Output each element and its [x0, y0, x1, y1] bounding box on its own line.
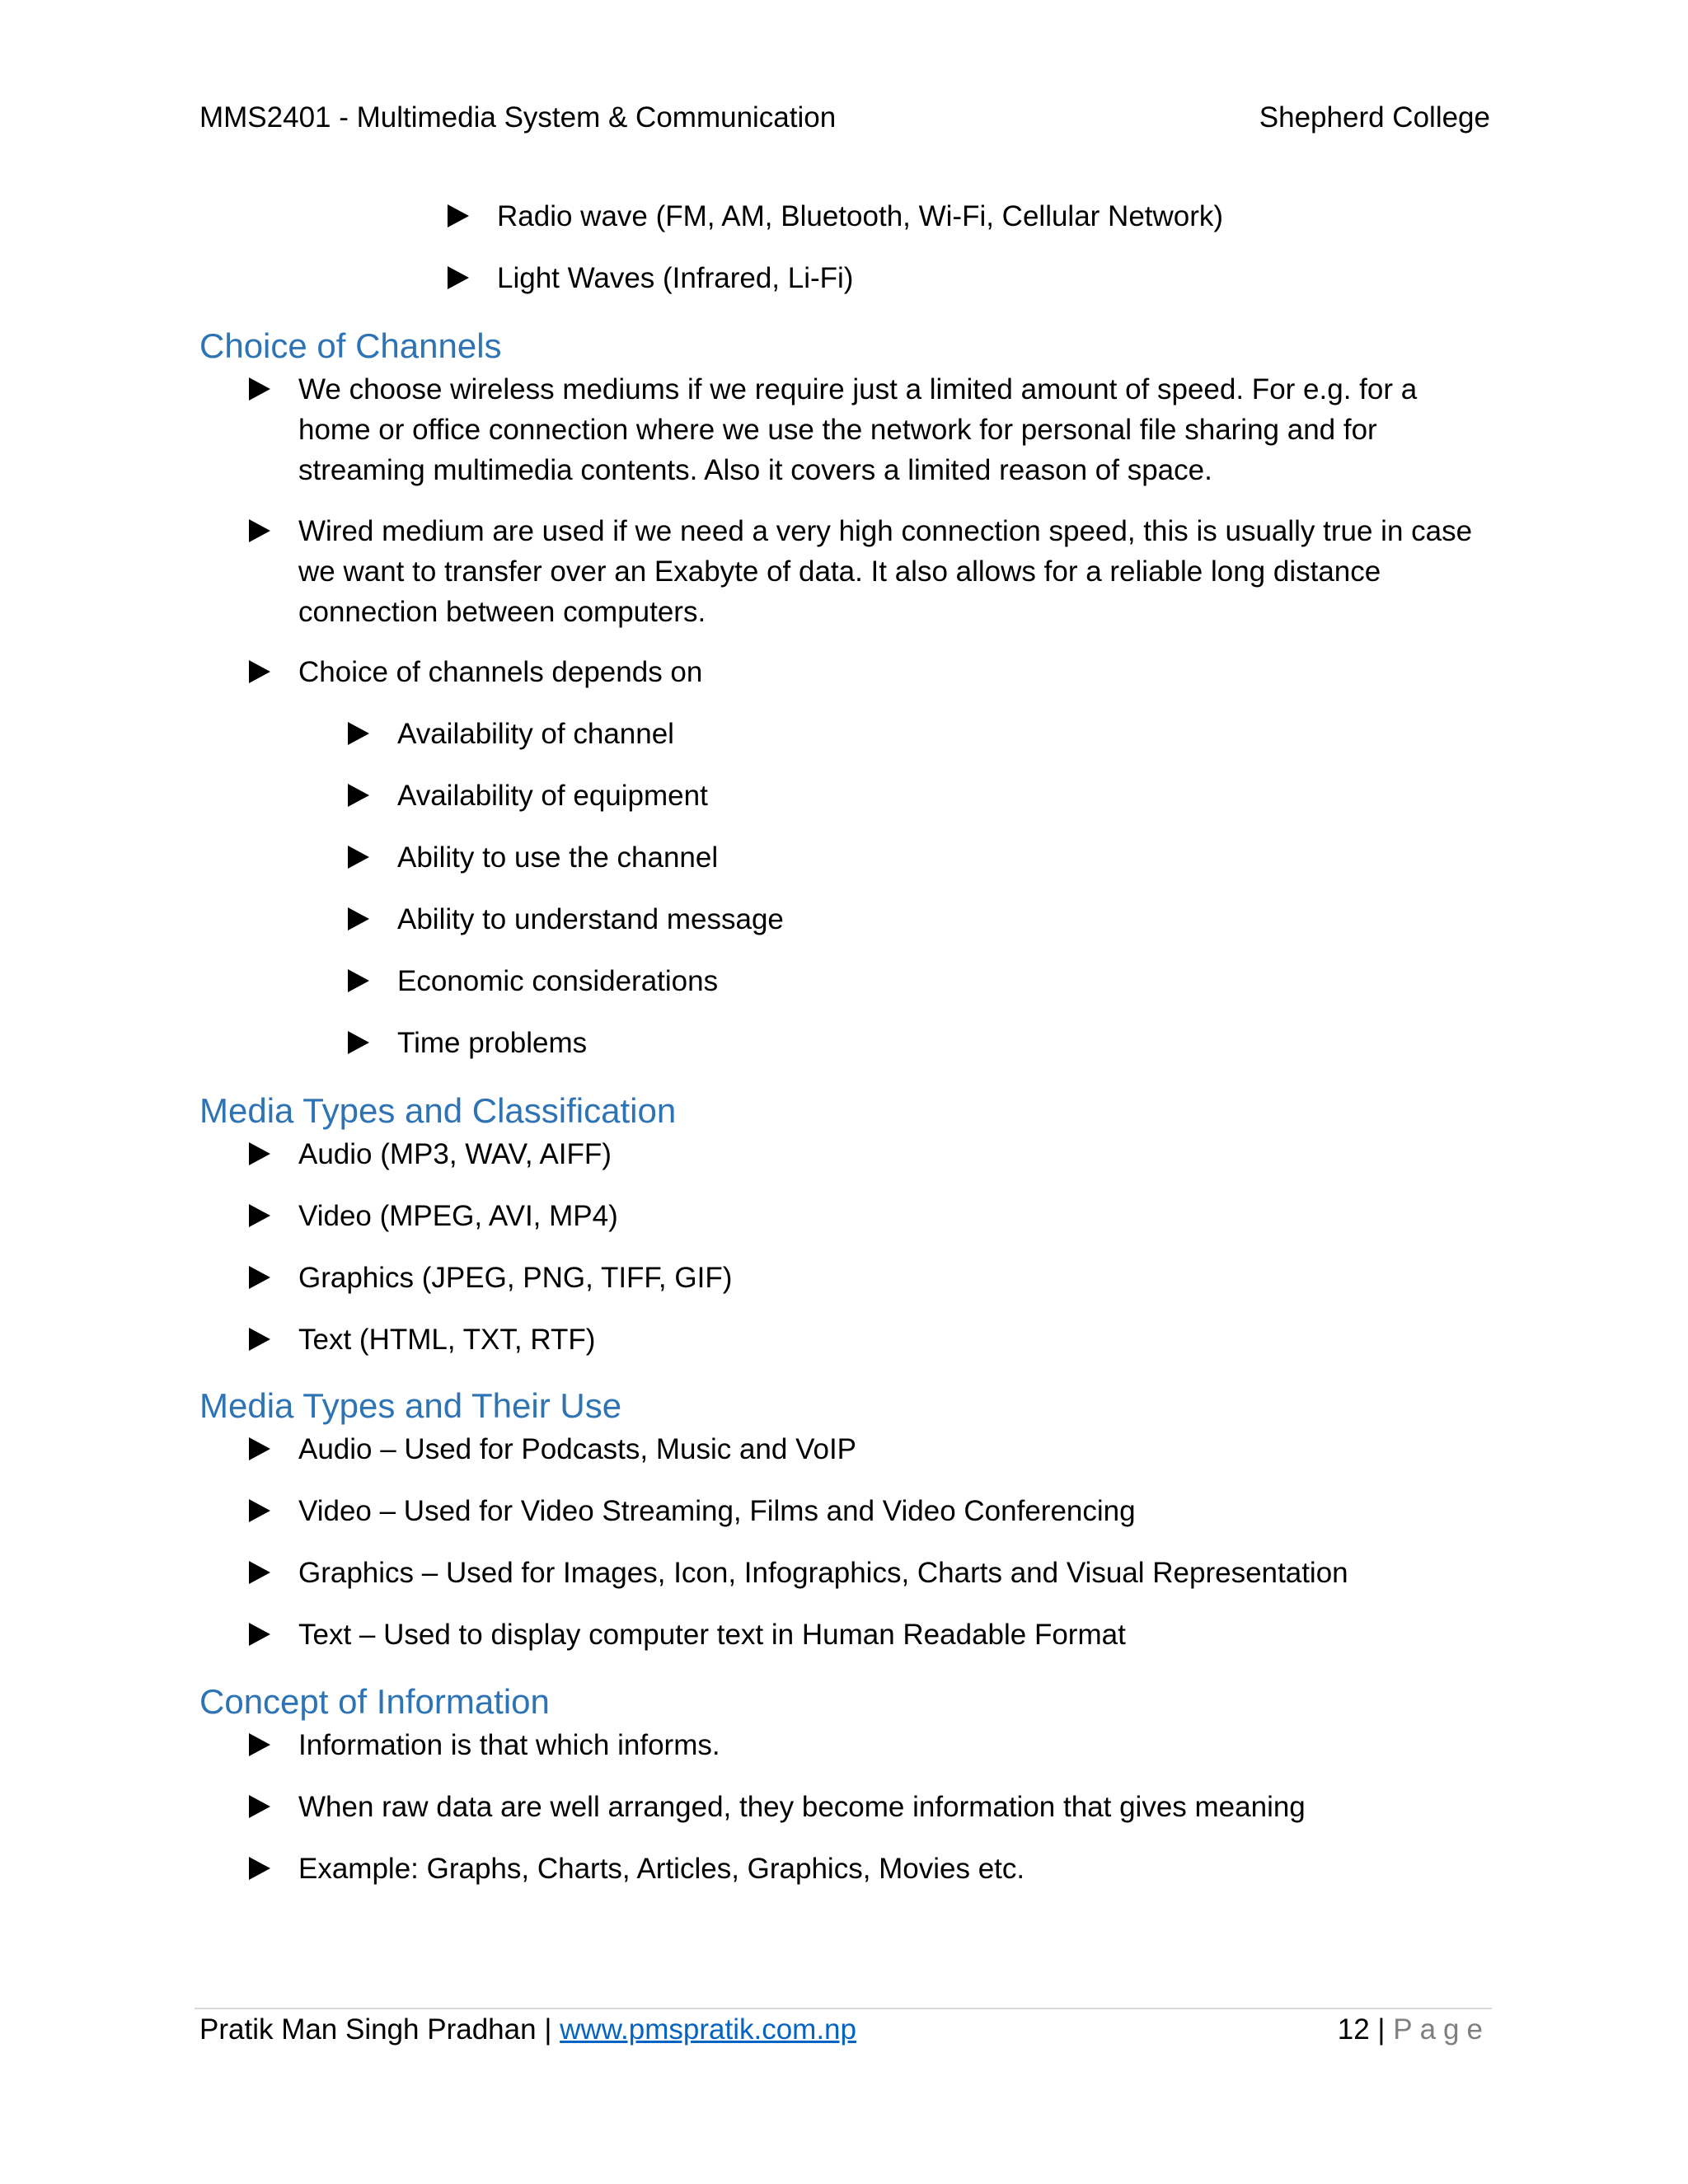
bullet-arrow-icon [247, 1849, 272, 1889]
bullet-arrow-icon [247, 1429, 272, 1469]
bullet-arrow-icon [247, 1258, 272, 1298]
bullet-arrow-icon [247, 1553, 272, 1593]
page-label: Page [1393, 2013, 1490, 2046]
bullet-arrow-icon [247, 652, 272, 692]
page-header [199, 99, 1490, 137]
list-item: We choose wireless mediums if we require just a limited amount of speed. For e.g. for a home or office connection where we use the network for personal file sharing and for streaming multimedia contents. Also it covers a limited reason of space. [247, 369, 1492, 490]
bullet-arrow-icon [346, 776, 371, 816]
bullet-arrow-icon [247, 369, 272, 410]
section-heading-concept-of-information: Concept of Information [199, 1682, 550, 1721]
page-number-block [1338, 2011, 1490, 2049]
footer-separator: | [544, 2013, 552, 2046]
bullet-arrow-icon [247, 1725, 272, 1765]
section-heading-media-types: Media Types and Classification [199, 1091, 677, 1130]
bullet-arrow-icon [247, 1615, 272, 1655]
document-page: MMS2401 - Multimedia System & Communication Shepherd College Radio wave (FM, AM, Bluetooth, Wi-Fi, Cellular Network) Light Waves (Infrared, Li-Fi) Choice of Channels We choose wireless mediums if we require just a limited amount of speed. For e.g. for a home or office connection where we use the network for personal file sharing and for streaming multimedia contents. Also it covers a limited reason of space. Wired medium are used if we need a very high connection speed, this is usually true in case we want to transfer over an Exabyte of data. It also allows for a reliable long distance connection between computers. Choice of channels depends on Availability of channel Availability of equipment Ability to use the channel Ability to understand message Economic considerations Time problems Media Types and Classification Audio (MP3, WAV, AIFF) Video (MPEG, AVI, MP4) Graphics (JPEG, PNG, TIFF, GIF) Text (HTML, TXT, RTF) Media Types and Their Use Audio – Used for Podcasts, Music and VoIP Video – Used for Video Streaming, Films and Video Conferencing Graphics – Used for Images, Icon, Infographics, Charts and Visual Representation Text – Used to display computer text in Human Readable Format Concept of Information Information is that which informs. When raw data are well arranged, they become information that gives meaning Example: Graphs, Charts, Articles, Graphics, Movies etc. Pratik Man Singh Pradhan | www.pmspratik.com.np 12 | Page [0, 0, 1688, 2184]
author-name: Pratik Man Singh Pradhan [199, 2013, 537, 2046]
bullet-arrow-icon [446, 196, 471, 237]
list-item: Wired medium are used if we need a very high connection speed, this is usually true in case we want to transfer over an Exabyte of data. It also allows for a reliable long distance connection between computers. [247, 511, 1492, 632]
page-footer [199, 2011, 1490, 2049]
bullet-arrow-icon [247, 511, 272, 551]
section-heading-choice-of-channels: Choice of Channels [199, 326, 502, 365]
bullet-arrow-icon [346, 837, 371, 878]
bullet-arrow-icon [247, 1787, 272, 1827]
college-name: Shepherd College [1259, 101, 1490, 134]
website-link[interactable]: www.pmspratik.com.np [560, 2013, 856, 2046]
footer-author-block [199, 2011, 856, 2049]
bullet-arrow-icon [247, 1196, 272, 1236]
bullet-arrow-icon [247, 1134, 272, 1174]
bullet-arrow-icon [446, 258, 471, 298]
footer-divider [195, 2008, 1492, 2009]
bullet-arrow-icon [247, 1319, 272, 1360]
bullet-arrow-icon [346, 899, 371, 940]
bullet-arrow-icon [247, 1491, 272, 1531]
section-heading-media-use: Media Types and Their Use [199, 1386, 622, 1425]
page-number: 12 [1337, 2013, 1370, 2046]
course-title: MMS2401 - Multimedia System & Communication [199, 101, 837, 134]
bullet-arrow-icon [346, 1023, 371, 1063]
footer-separator: | [1377, 2013, 1386, 2046]
bullet-arrow-icon [346, 714, 371, 754]
bullet-arrow-icon [346, 961, 371, 1001]
